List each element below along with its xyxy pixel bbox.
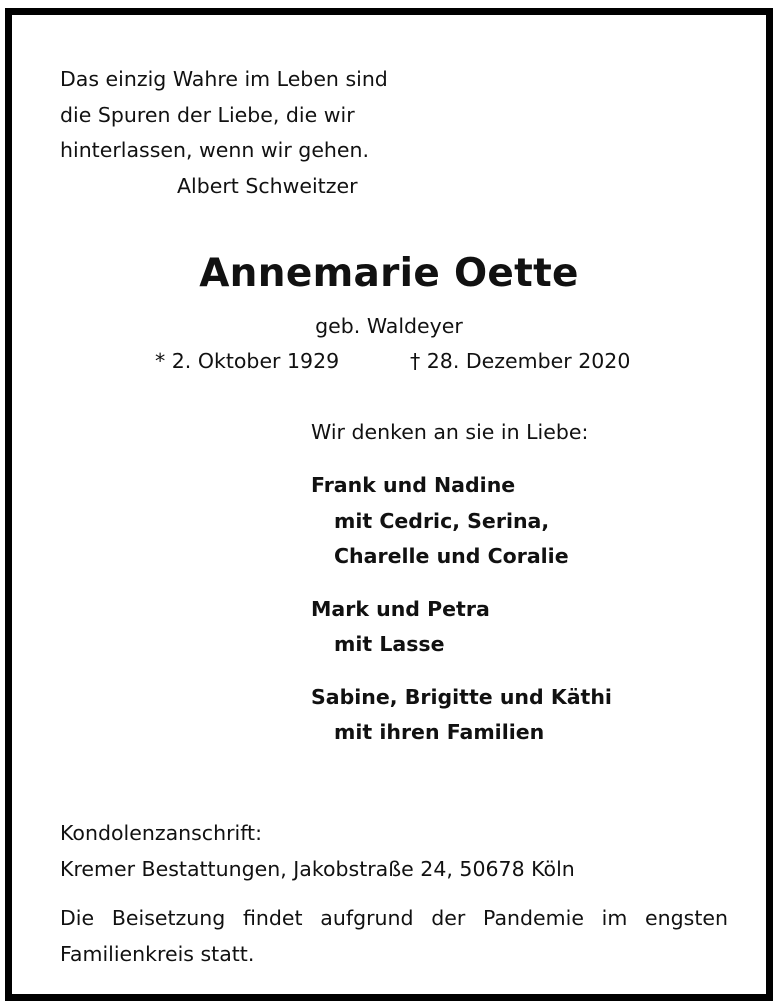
mourner-line: Charelle und Coralie <box>334 544 569 568</box>
quote-block <box>60 62 388 204</box>
quote-line: Das einzig Wahre im Leben sind <box>60 67 388 91</box>
death-date: † 28. Dezember 2020 <box>410 349 631 373</box>
condolence-label: Kondolenzanschrift: <box>60 821 262 845</box>
mourner-group <box>311 592 612 663</box>
quote-line: hinterlassen, wenn wir gehen. <box>60 138 370 162</box>
mourner-line: Frank und Nadine <box>311 473 516 497</box>
mourners-intro: Wir denken an sie in Liebe: <box>311 420 589 444</box>
condolence-address: Kremer Bestattungen, Jakobstraße 24, 50678 Köln <box>60 857 575 881</box>
burial-note: Die Beisetzung findet aufgrund der Pandemie im engsten Familienkreis statt. <box>60 906 728 966</box>
mourner-line: mit Lasse <box>334 632 445 656</box>
mourner-line: mit ihren Familien <box>334 720 545 744</box>
mourner-line: Mark und Petra <box>311 596 490 621</box>
deceased-name: Annemarie Oette <box>199 251 579 296</box>
mourner-line: Sabine, Brigitte und Käthi <box>311 684 612 709</box>
quote-author: Albert Schweitzer <box>177 173 358 198</box>
birth-date: * 2. Oktober 1929 <box>155 349 340 373</box>
mourner-line: mit Cedric, Serina, <box>334 508 550 533</box>
mourners-block <box>311 415 612 768</box>
obituary-frame <box>5 8 773 1001</box>
condolence-block <box>60 815 575 887</box>
maiden-name: geb. Waldeyer <box>315 314 463 338</box>
mourner-group <box>311 680 612 751</box>
quote-line: die Spuren der Liebe, die wir <box>60 102 355 127</box>
mourner-group <box>311 468 612 575</box>
